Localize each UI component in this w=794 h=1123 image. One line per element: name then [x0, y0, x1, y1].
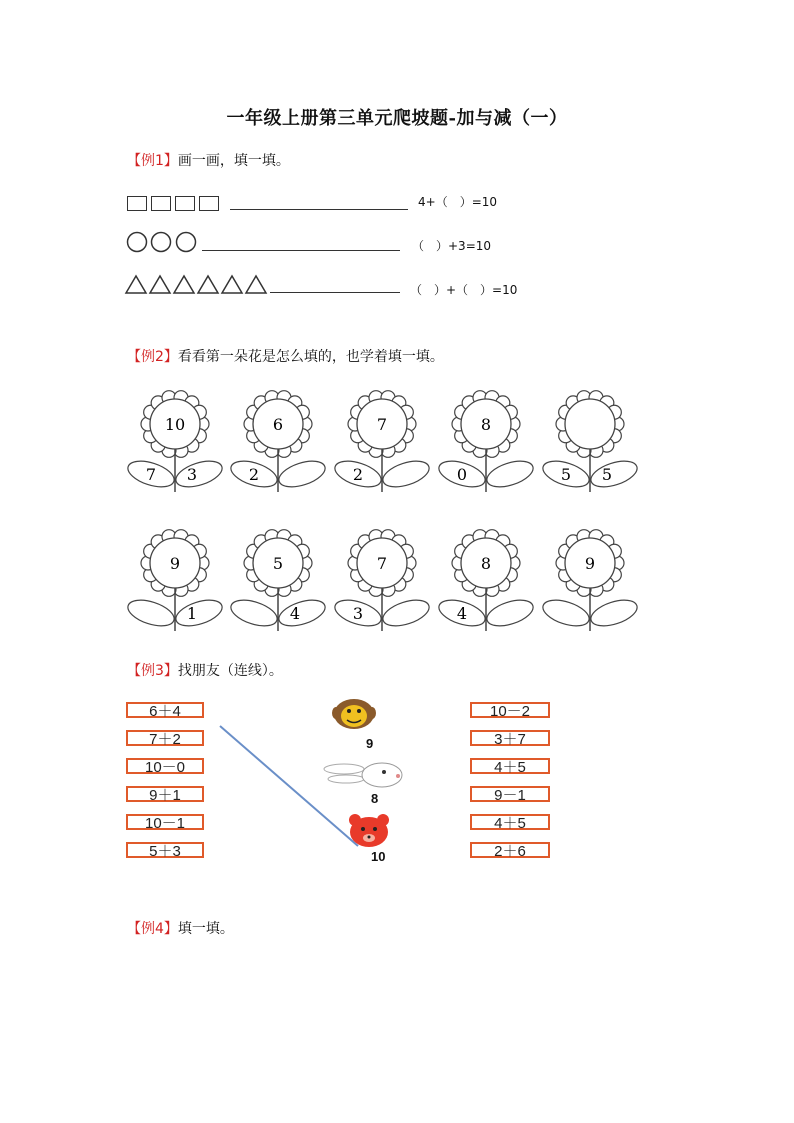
- drawing-line[interactable]: [230, 193, 408, 210]
- rabbit-icon: [322, 757, 406, 791]
- flower-center-number: 10: [164, 415, 186, 434]
- right-expression-box[interactable]: 10－2: [470, 702, 550, 718]
- flower-center-number: 7: [376, 415, 388, 434]
- flower: [438, 388, 534, 498]
- flower-left-number: 7: [145, 465, 157, 484]
- left-expression-box[interactable]: 6＋4: [126, 702, 204, 718]
- bear-icon: [346, 812, 392, 848]
- flower: [127, 527, 223, 637]
- right-expression-box[interactable]: 3＋7: [470, 730, 550, 746]
- flower: [230, 388, 326, 498]
- flower-row-2: [0, 527, 794, 637]
- flower-right-number: 5: [601, 465, 613, 484]
- example-1-heading: [127, 150, 290, 170]
- flower: [127, 388, 223, 498]
- ex1-row-circles: [126, 231, 202, 257]
- left-expression-box[interactable]: 10－0: [126, 758, 204, 774]
- flower-right-number: 4: [289, 604, 301, 623]
- flower: [334, 388, 430, 498]
- left-expression-box[interactable]: 7＋2: [126, 730, 204, 746]
- flower-left-number: 3: [352, 604, 364, 623]
- left-leaf: [127, 595, 177, 631]
- ex1-equation-1: 4+（ ）=10: [418, 195, 498, 209]
- flower-left-number: 0: [456, 465, 468, 484]
- flower-center-number: 5: [272, 554, 284, 573]
- example-4-heading: [127, 918, 234, 938]
- flower: [334, 527, 430, 637]
- left-expression-box[interactable]: 9＋1: [126, 786, 204, 802]
- flower-right-number: 3: [186, 465, 198, 484]
- flower-center-number: 7: [376, 554, 388, 573]
- square-shape: [151, 196, 171, 211]
- example-4-text: 填一填。: [177, 921, 234, 937]
- drawing-line[interactable]: [270, 276, 400, 293]
- monkey-number: 9: [366, 736, 374, 751]
- flower-center: [565, 399, 615, 449]
- right-expression-box[interactable]: 2＋6: [470, 842, 550, 858]
- right-leaf: [173, 456, 223, 492]
- right-expression-box[interactable]: 4＋5: [470, 758, 550, 774]
- flower-center-number: 8: [480, 554, 492, 573]
- flower-row-1: [0, 388, 794, 498]
- example-4-tag: 【例4】: [127, 921, 178, 937]
- flower-left-number: 4: [456, 604, 468, 623]
- example-3-text: 找朋友（连线）。: [177, 663, 283, 679]
- flower-left-number: 2: [352, 465, 364, 484]
- flower-center-number: 9: [584, 554, 596, 573]
- right-leaf: [380, 595, 430, 631]
- example-1-tag: 【例1】: [127, 153, 178, 169]
- example-2-heading: [127, 346, 444, 366]
- left-expression-box[interactable]: 10－1: [126, 814, 204, 830]
- left-expression-box[interactable]: 5＋3: [126, 842, 204, 858]
- right-leaf: [276, 456, 326, 492]
- square-shape: [175, 196, 195, 211]
- triangle-shapes: [124, 273, 268, 295]
- square-shape: [127, 196, 147, 211]
- left-expression-column: [126, 702, 204, 858]
- drawing-line[interactable]: [202, 234, 400, 251]
- flower-center-number: 6: [272, 415, 284, 434]
- example-2-text: 看看第一朵花是怎么填的，也学着填一填。: [177, 349, 444, 365]
- flower-left-number: 2: [248, 465, 260, 484]
- example-2-tag: 【例2】: [127, 349, 178, 365]
- left-leaf: [542, 595, 592, 631]
- page-title: 一年级上册第三单元爬坡题-加与减（一）: [226, 108, 568, 129]
- flower: [438, 527, 534, 637]
- right-leaf: [484, 456, 534, 492]
- flower-left-number: 5: [560, 465, 572, 484]
- flower-center-number: 9: [169, 554, 181, 573]
- example-3-tag: 【例3】: [127, 663, 178, 679]
- ex1-row-squares: [127, 193, 223, 212]
- flower: [542, 527, 638, 637]
- example-1-text: 画一画，填一填。: [177, 153, 290, 169]
- right-expression-column: [470, 702, 550, 858]
- right-expression-box[interactable]: 9－1: [470, 786, 550, 802]
- right-leaf: [484, 595, 534, 631]
- rabbit-number: 8: [371, 791, 379, 806]
- right-expression-box[interactable]: 4＋5: [470, 814, 550, 830]
- right-leaf: [276, 595, 326, 631]
- example-3-heading: [127, 660, 283, 680]
- right-leaf: [380, 456, 430, 492]
- circle-shapes: [126, 231, 202, 253]
- flower-right-number: 1: [186, 604, 198, 623]
- flower: [542, 388, 638, 498]
- flower-center-number: 8: [480, 415, 492, 434]
- right-leaf: [588, 595, 638, 631]
- square-shape: [199, 196, 219, 211]
- ex1-row-triangles: [124, 273, 268, 299]
- left-leaf: [230, 595, 280, 631]
- flower: [230, 527, 326, 637]
- ex1-equation-3: （ ）+（ ）=10: [410, 283, 518, 297]
- right-leaf: [588, 456, 638, 492]
- right-leaf: [173, 595, 223, 631]
- bear-number: 10: [371, 849, 386, 864]
- monkey-icon: [332, 697, 376, 731]
- ex1-equation-2: （ ）+3=10: [412, 239, 492, 253]
